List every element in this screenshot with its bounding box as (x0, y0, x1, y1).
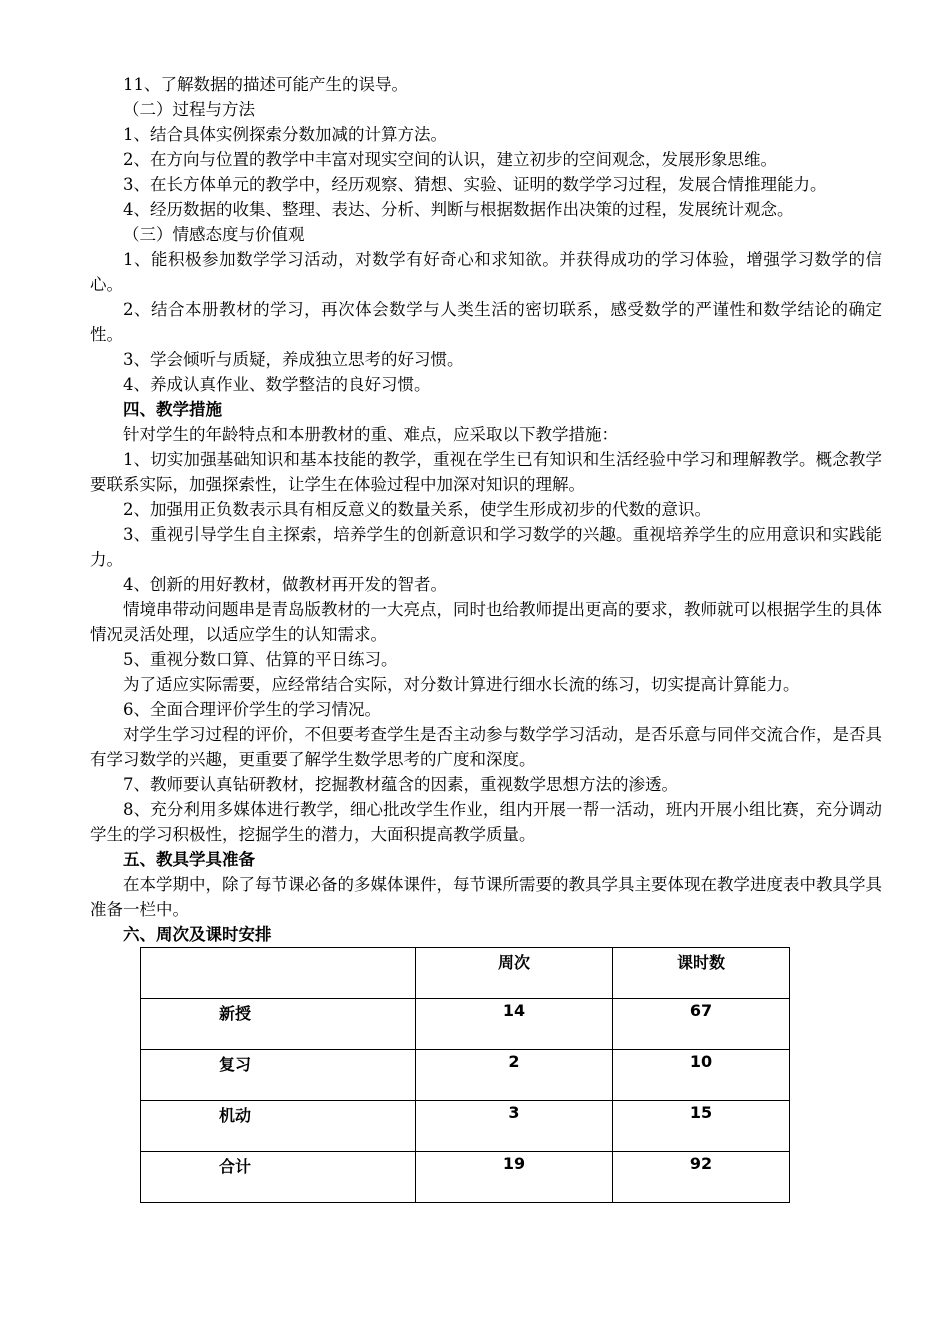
table-row (141, 1050, 790, 1101)
table-cell: 15 (613, 1101, 790, 1152)
table-row (141, 1152, 790, 1203)
paragraph: 在本学期中，除了每节课必备的多媒体课件，每节课所需要的教具学具主要体现在教学进度表中教具学具准备一栏中。 (90, 875, 882, 919)
table-header-row (141, 948, 790, 999)
paragraph: 1、能积极参加数学学习活动，对数学有好奇心和求知欲。并获得成功的学习体验，增强学习数学的信心。 (90, 250, 882, 294)
paragraph: （二）过程与方法 (123, 100, 255, 119)
paragraph: 7、教师要认真钻研教材，挖掘教材蕴含的因素，重视数学思想方法的渗透。 (123, 775, 678, 794)
paragraph: 2、加强用正负数表示具有相反意义的数量关系，使学生形成初步的代数的意识。 (123, 500, 711, 519)
paragraph: 4、创新的用好教材，做教材再开发的智者。 (123, 575, 447, 594)
paragraph: 对学生学习过程的评价，不但要考查学生是否主动参与数学学习活动，是否乐意与同伴交流合作，是否具有学习数学的兴趣，更重要了解学生数学思考的广度和深度。 (90, 725, 882, 769)
paragraph: 2、在方向与位置的教学中丰富对现实空间的认识，建立初步的空间观念，发展形象思维。 (123, 150, 777, 169)
document-page (90, 72, 882, 1203)
schedule-table (140, 947, 790, 1203)
table-row (141, 999, 790, 1050)
paragraph: （三）情感态度与价值观 (123, 225, 305, 244)
table-row (141, 1101, 790, 1152)
table-cell: 2 (416, 1050, 613, 1101)
table-cell: 92 (613, 1152, 790, 1203)
table-cell: 复习 (141, 1050, 416, 1101)
table-cell: 19 (416, 1152, 613, 1203)
paragraph: 3、在长方体单元的教学中，经历观察、猜想、实验、证明的数学学习过程，发展合情推理能力。 (123, 175, 827, 194)
table-cell: 14 (416, 999, 613, 1050)
paragraph: 5、重视分数口算、估算的平日练习。 (123, 650, 398, 669)
paragraph: 情境串带动问题串是青岛版教材的一大亮点，同时也给教师提出更高的要求，教师就可以根据学生的具体情况灵活处理，以适应学生的认知需求。 (90, 600, 882, 644)
paragraph: 8、充分利用多媒体进行教学，细心批改学生作业，组内开展一帮一活动，班内开展小组比赛，充分调动学生的学习积极性，挖掘学生的潜力，大面积提高教学质量。 (90, 800, 882, 844)
document-body (90, 72, 882, 947)
table-cell: 周次 (416, 948, 613, 999)
paragraph: 2、结合本册教材的学习，再次体会数学与人类生活的密切联系，感受数学的严谨性和数学结论的确定性。 (90, 300, 882, 344)
table-cell: 合计 (141, 1152, 416, 1203)
paragraph: 6、全面合理评价学生的学习情况。 (123, 700, 381, 719)
table-cell: 3 (416, 1101, 613, 1152)
table-cell: 10 (613, 1050, 790, 1101)
table-cell (141, 948, 416, 999)
paragraph: 11、了解数据的描述可能产生的误导。 (123, 75, 408, 94)
paragraph: 为了适应实际需要，应经常结合实际，对分数计算进行细水长流的练习，切实提高计算能力。 (123, 675, 800, 694)
section-heading: 四、教学措施 (123, 400, 222, 419)
paragraph: 4、经历数据的收集、整理、表达、分析、判断与根据数据作出决策的过程，发展统计观念。 (123, 200, 794, 219)
paragraph: 3、重视引导学生自主探索，培养学生的创新意识和学习数学的兴趣。重视培养学生的应用意识和实践能力。 (90, 525, 882, 569)
paragraph: 4、养成认真作业、数学整洁的良好习惯。 (123, 375, 431, 394)
paragraph: 针对学生的年龄特点和本册教材的重、难点，应采取以下教学措施： (123, 425, 618, 444)
table-cell: 67 (613, 999, 790, 1050)
paragraph: 1、结合具体实例探索分数加减的计算方法。 (123, 125, 447, 144)
table-cell: 机动 (141, 1101, 416, 1152)
table-cell: 新授 (141, 999, 416, 1050)
paragraph: 1、切实加强基础知识和基本技能的教学，重视在学生已有知识和生活经验中学习和理解教学。概念教学要联系实际，加强探索性，让学生在体验过程中加深对知识的理解。 (90, 450, 882, 494)
section-heading: 六、周次及课时安排 (123, 925, 272, 944)
paragraph: 3、学会倾听与质疑，养成独立思考的好习惯。 (123, 350, 464, 369)
section-heading: 五、教具学具准备 (123, 850, 255, 869)
table-cell: 课时数 (613, 948, 790, 999)
